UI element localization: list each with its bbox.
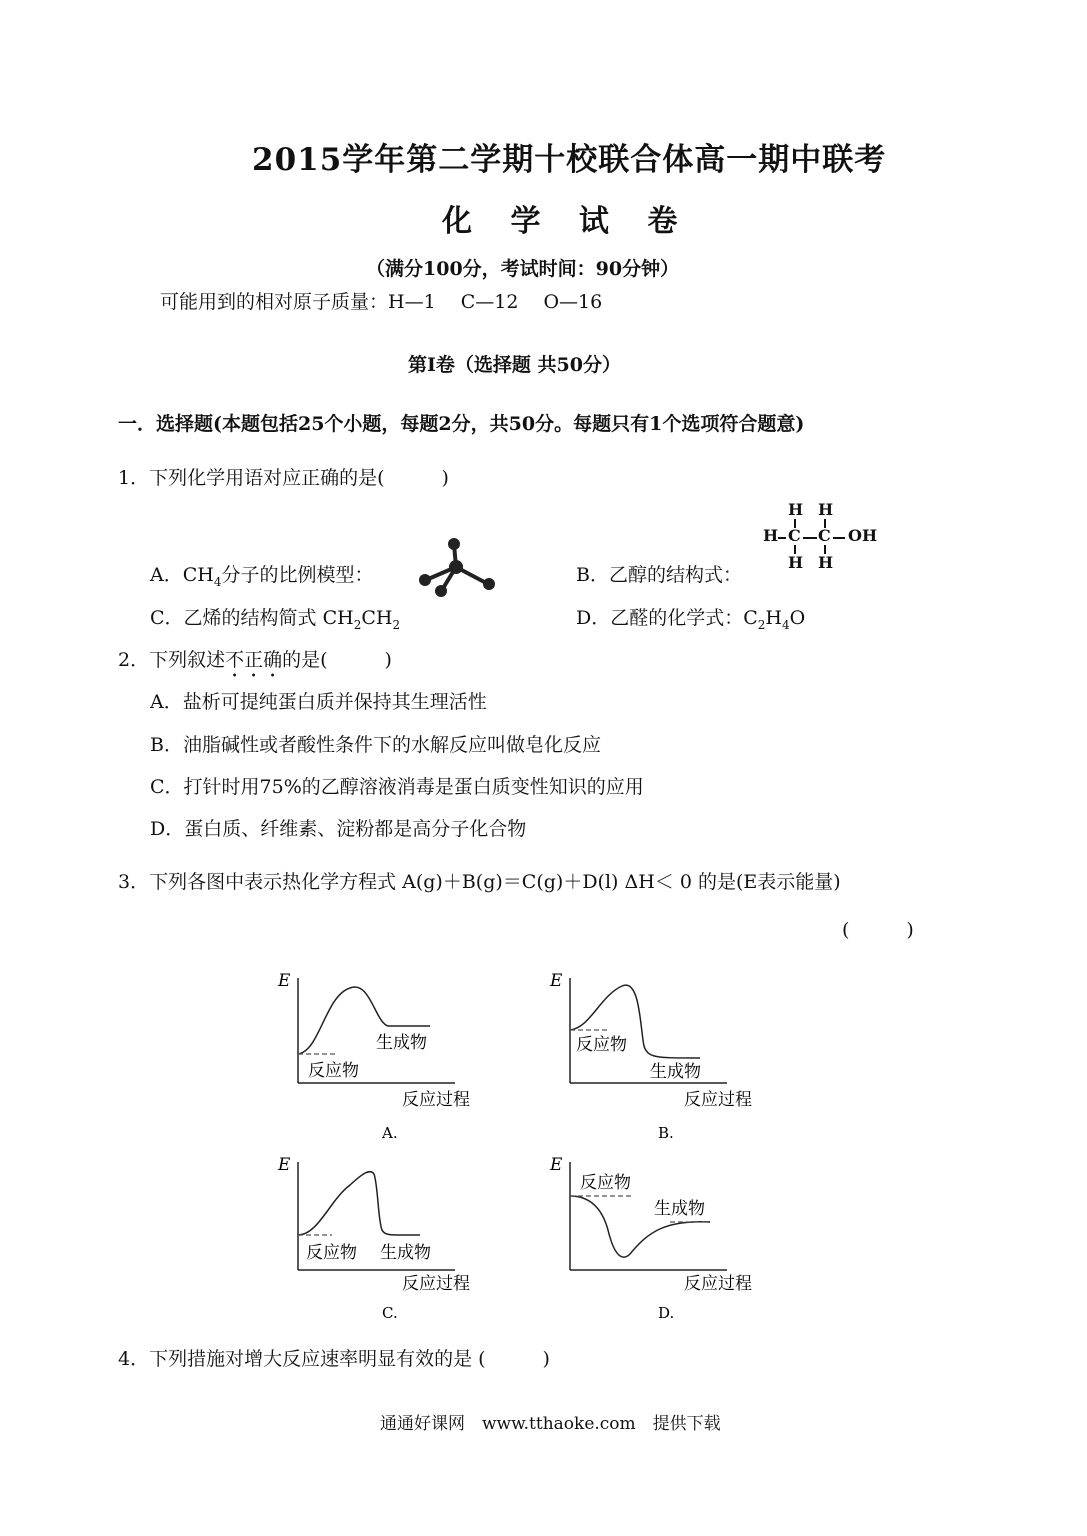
energy-diagram-c	[270, 1150, 500, 1330]
q1-option-c-mid: CH	[361, 607, 393, 629]
q1-option-b: B．乙醇的结构式：	[576, 564, 742, 586]
formula-h-left: H	[763, 526, 779, 545]
diagram-a-y-label: E	[278, 971, 291, 991]
diagram-c-product-label: 生成物	[380, 1243, 431, 1263]
formula-bond-h2	[803, 537, 817, 539]
formula-oh: OH	[848, 526, 878, 545]
formula-bond-h3	[833, 537, 845, 539]
atomic-masses: 可能用到的相对原子质量：H—1 C—12 O—16	[160, 291, 603, 313]
section-instructions: 一．选择题(本题包括25个小题，每题2分，共50分。每题只有1个选项符合题意)	[118, 413, 805, 435]
diagram-c-y-label: E	[278, 1155, 291, 1175]
q2-option-d: D．蛋白质、纤维素、淀粉都是高分子化合物	[150, 818, 527, 840]
q2-option-c: C．打针时用75%的乙醇溶液消毒是蛋白质变性知识的应用	[150, 776, 644, 798]
q2-option-b: B．油脂碱性或者酸性条件下的水解反应叫做皂化反应	[150, 734, 601, 756]
diagram-b-x-label: 反应过程	[684, 1090, 752, 1110]
formula-c-2: C	[818, 526, 831, 545]
diagram-d-x-label: 反应过程	[684, 1274, 752, 1294]
diagram-b-reactant-label: 反应物	[576, 1035, 627, 1055]
exam-title: 2015学年第二学期十校联合体高一期中联考	[252, 142, 887, 178]
diagram-a-x-label: 反应过程	[402, 1090, 470, 1110]
energy-diagram-b	[540, 966, 770, 1146]
q1-option-c-sub1: 2	[353, 617, 362, 632]
q1-option-d-prefix: D．乙醛的化学式：C	[576, 607, 758, 629]
q1-option-a-sub: 4	[213, 574, 222, 589]
formula-c-1: C	[788, 526, 801, 545]
exam-subtitle: 化 学 试 卷	[442, 204, 692, 239]
q1-option-c-sub2: 2	[392, 617, 401, 632]
q1-option-c	[150, 603, 400, 632]
q2-stem	[118, 645, 392, 682]
q1-option-d-suffix: O	[789, 607, 806, 629]
diagram-a-product-label: 生成物	[376, 1033, 427, 1053]
page-footer: 通通好课网 www.tthaoke.com 提供下载	[380, 1414, 721, 1434]
formula-h-top-2: H	[818, 500, 834, 519]
diagram-d-reactant-label: 反应物	[580, 1173, 631, 1193]
diagram-a-caption: A.	[382, 1124, 398, 1142]
q1-option-d-sub1: 2	[757, 617, 766, 632]
diagram-b-product-label: 生成物	[650, 1062, 701, 1082]
diagram-d-y-label: E	[550, 1155, 563, 1175]
q3-answer-blank: ( )	[842, 919, 914, 941]
formula-bond-h1	[778, 537, 786, 539]
diagram-c-caption: C.	[382, 1304, 398, 1322]
energy-diagram-a	[270, 966, 500, 1146]
diagram-d-caption: D.	[658, 1304, 675, 1322]
diagram-c-reactant-label: 反应物	[306, 1243, 357, 1263]
q2-stem-emphasis: 不正确	[225, 649, 283, 671]
formula-h-bottom-2: H	[818, 553, 834, 572]
q1-option-d-mid: H	[765, 607, 782, 629]
q1-option-d	[576, 603, 805, 632]
q2-stem-suffix: 的是( )	[282, 649, 392, 671]
diagram-b-y-label: E	[550, 971, 563, 991]
q1-stem: 1．下列化学用语对应正确的是( )	[118, 467, 449, 489]
q2-option-a: A．盐析可提纯蛋白质并保持其生理活性	[150, 691, 487, 713]
section-title: 第Ⅰ卷（选择题 共50分）	[408, 354, 621, 376]
formula-h-bottom-1: H	[788, 553, 804, 572]
formula-h-top-1: H	[788, 500, 804, 519]
q3-stem: 3．下列各图中表示热化学方程式 A(g)＋B(g)＝C(g)＋D(l) ΔH＜ 0 的是(E表示能量)	[118, 871, 841, 893]
diagram-d-product-label: 生成物	[654, 1199, 705, 1219]
diagram-b-caption: B.	[658, 1124, 674, 1142]
exam-info: （满分100分，考试时间：90分钟）	[366, 258, 680, 280]
diagram-c-x-label: 反应过程	[402, 1274, 470, 1294]
methane-model-image	[410, 534, 498, 598]
q1-option-d-sub2: 4	[782, 617, 790, 632]
q1-option-a-prefix: A．CH	[150, 564, 214, 586]
q4-stem: 4．下列措施对增大反应速率明显有效的是 ( )	[118, 1348, 550, 1370]
q1-option-a	[150, 560, 374, 589]
q1-option-c-prefix: C．乙烯的结构简式 CH	[150, 607, 354, 629]
energy-diagram-d	[540, 1150, 770, 1330]
diagram-a-reactant-label: 反应物	[308, 1061, 359, 1081]
q1-option-a-suffix: 分子的比例模型：	[221, 564, 374, 586]
q2-stem-prefix: 2．下列叙述	[118, 649, 226, 671]
